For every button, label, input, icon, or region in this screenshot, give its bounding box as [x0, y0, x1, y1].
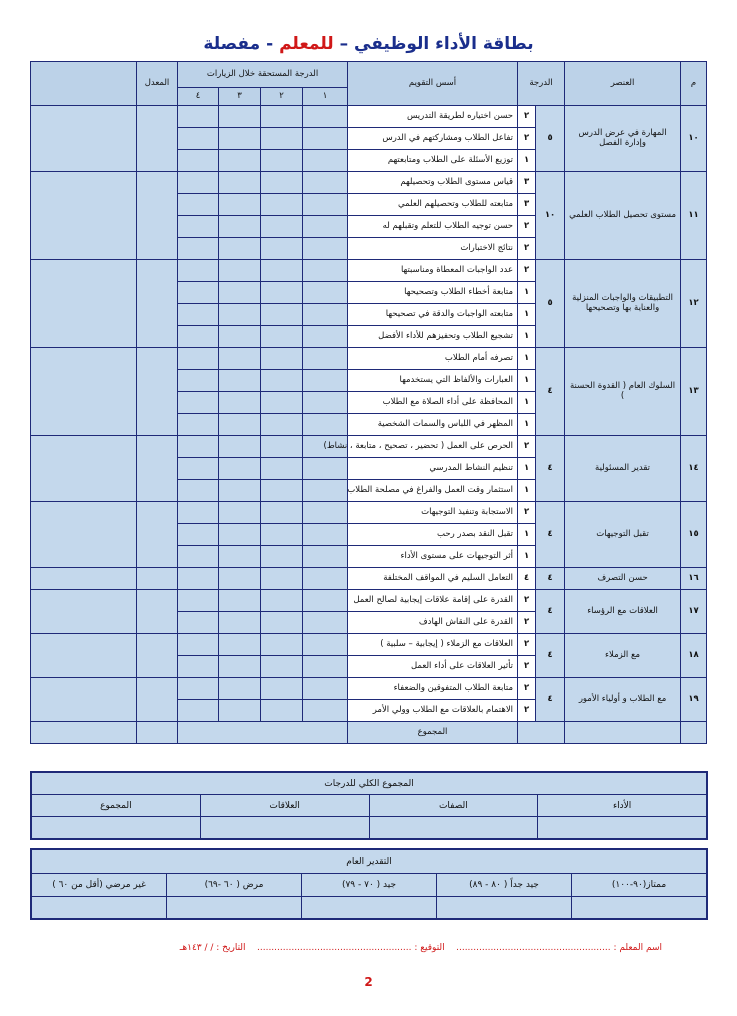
visit-score-cell[interactable] [303, 216, 348, 238]
table-row [31, 590, 707, 612]
visit-score-cell[interactable] [219, 106, 261, 128]
row-spacer [31, 348, 137, 436]
visit-score-cell[interactable] [261, 370, 303, 392]
criterion-text: متابعة الطلاب المتفوقين والضعفاء [348, 678, 518, 700]
visit-score-cell[interactable] [261, 326, 303, 348]
header-visits: الدرجة المستحقة خلال الزيارات [178, 62, 348, 88]
visit-score-cell[interactable] [261, 700, 303, 722]
visit-score-cell[interactable] [219, 150, 261, 172]
visit-score-cell[interactable] [178, 150, 219, 172]
criterion-degree: ١ [518, 326, 536, 348]
visit-score-cell[interactable] [219, 348, 261, 370]
visit-score-cell[interactable] [261, 568, 303, 590]
average-cell[interactable] [137, 590, 178, 634]
visit-score-cell[interactable] [219, 612, 261, 634]
visit-score-cell[interactable] [178, 414, 219, 436]
visit-score-cell[interactable] [261, 590, 303, 612]
visit-score-cell[interactable] [261, 414, 303, 436]
visit-score-cell[interactable] [303, 458, 348, 480]
criterion-degree: ٢ [518, 634, 536, 656]
visit-score-cell[interactable] [219, 370, 261, 392]
title-part-1: بطاقة الأداء الوظيفي – [339, 34, 534, 54]
visit-score-cell[interactable] [303, 700, 348, 722]
criterion-degree: ١ [518, 480, 536, 502]
average-cell[interactable] [137, 436, 178, 502]
visit-score-cell[interactable] [219, 568, 261, 590]
criterion-degree: ٢ [518, 106, 536, 128]
criterion-text: تقبل النقد بصدر رحب [348, 524, 518, 546]
criterion-text: استثمار وقت العمل والفراغ في مصلحة الطلاب [348, 480, 518, 502]
visit-score-cell[interactable] [219, 172, 261, 194]
visit-score-cell[interactable] [178, 326, 219, 348]
page-title [0, 34, 737, 54]
section-number: ١٤ [681, 436, 707, 502]
header-spacer [31, 62, 137, 106]
header-visit-4: ٤ [178, 88, 219, 106]
visit-score-cell[interactable] [219, 546, 261, 568]
visit-score-cell[interactable] [303, 150, 348, 172]
overall-cell-performance[interactable] [538, 817, 707, 839]
visit-score-cell[interactable] [303, 260, 348, 282]
criterion-text: تنظيم النشاط المدرسي [348, 458, 518, 480]
section-total-degree: ٤ [536, 634, 565, 678]
criterion-text: العبارات والألفاظ التي يستخدمها [348, 370, 518, 392]
criterion-degree: ٣ [518, 194, 536, 216]
visit-score-cell[interactable] [219, 590, 261, 612]
row-spacer [31, 106, 137, 172]
visit-score-cell[interactable] [219, 458, 261, 480]
grade-excellent: ممتاز(٩٠-١٠٠) [572, 874, 707, 897]
average-cell[interactable] [137, 348, 178, 436]
average-cell[interactable] [137, 260, 178, 348]
footer [40, 943, 662, 953]
total-blank [681, 722, 707, 744]
row-spacer [31, 568, 137, 590]
grade-cell-very-good[interactable] [437, 897, 572, 919]
total-blank [518, 722, 565, 744]
row-spacer [31, 590, 137, 634]
teacher-name-field[interactable]: اسم المعلم : ...................................................... [456, 943, 662, 953]
criterion-degree: ١ [518, 370, 536, 392]
section-total-degree: ١٠ [536, 172, 565, 260]
visit-score-cell[interactable] [219, 282, 261, 304]
visit-score-cell[interactable] [303, 326, 348, 348]
overall-col-performance: الأداء [538, 795, 707, 817]
criterion-degree: ١ [518, 348, 536, 370]
visit-score-cell[interactable] [178, 282, 219, 304]
visit-score-cell[interactable] [261, 524, 303, 546]
grade-satisfactory: مرض ( ٦٠ -٦٩) [167, 874, 302, 897]
visit-score-cell[interactable] [219, 634, 261, 656]
grade-unsatisfactory: غير مرضي (أقل من ٦٠ ) [32, 874, 167, 897]
overall-total-box [30, 771, 708, 840]
criterion-degree: ١ [518, 304, 536, 326]
section-element: تقبل التوجيهات [565, 502, 681, 568]
visit-score-cell[interactable] [219, 326, 261, 348]
header-visit-2: ٢ [261, 88, 303, 106]
grade-cell-good[interactable] [302, 897, 437, 919]
section-number: ١١ [681, 172, 707, 260]
table-row [31, 172, 707, 194]
visit-score-cell[interactable] [178, 634, 219, 656]
row-spacer [31, 634, 137, 678]
visit-score-cell[interactable] [178, 238, 219, 260]
visit-score-cell[interactable] [261, 194, 303, 216]
section-number: ١٧ [681, 590, 707, 634]
title-part-3: - مفصلة [203, 34, 274, 54]
visit-score-cell[interactable] [303, 238, 348, 260]
section-total-degree: ٤ [536, 502, 565, 568]
header-visit-3: ٣ [219, 88, 261, 106]
visit-score-cell[interactable] [303, 194, 348, 216]
total-blank [565, 722, 681, 744]
criterion-text: أثر التوجيهات على مستوى الأداء [348, 546, 518, 568]
visit-score-cell[interactable] [261, 128, 303, 150]
average-cell[interactable] [137, 172, 178, 260]
visit-score-cell[interactable] [303, 678, 348, 700]
visit-score-cell[interactable] [261, 634, 303, 656]
visit-score-cell[interactable] [303, 524, 348, 546]
visit-score-cell[interactable] [303, 172, 348, 194]
visit-score-cell[interactable] [219, 656, 261, 678]
visit-score-cell[interactable] [178, 568, 219, 590]
criterion-text: عدد الواجبات المعطاة ومناسبتها [348, 260, 518, 282]
visit-score-cell[interactable] [261, 546, 303, 568]
visit-score-cell[interactable] [178, 524, 219, 546]
visit-score-cell[interactable] [219, 304, 261, 326]
signature-field[interactable]: التوقيع : ...................................................... [257, 943, 445, 953]
grading-title: التقدير العام [32, 850, 707, 874]
row-spacer [31, 260, 137, 348]
visit-score-cell[interactable] [303, 348, 348, 370]
visit-score-cell[interactable] [178, 304, 219, 326]
visit-score-cell[interactable] [303, 392, 348, 414]
header-criteria: أسس التقويم [348, 62, 518, 106]
section-total-degree: ٤ [536, 436, 565, 502]
visit-score-cell[interactable] [303, 304, 348, 326]
row-spacer [31, 502, 137, 568]
criterion-degree: ١ [518, 546, 536, 568]
visit-score-cell[interactable] [178, 392, 219, 414]
visit-score-cell[interactable] [178, 370, 219, 392]
section-element: تقدير المسئولية [565, 436, 681, 502]
criterion-degree: ٢ [518, 436, 536, 458]
criterion-text: الاهتمام بالعلاقات مع الطلاب وولي الأمر [348, 700, 518, 722]
table-row [31, 568, 707, 590]
visit-score-cell[interactable] [219, 414, 261, 436]
criterion-text: تشجيع الطلاب وتحفيزهم للأداء الأفضل [348, 326, 518, 348]
criterion-degree: ٢ [518, 260, 536, 282]
visit-score-cell[interactable] [178, 436, 219, 458]
overall-col-total: المجموع [32, 795, 201, 817]
total-average-cell[interactable] [137, 722, 178, 744]
criterion-degree: ٢ [518, 238, 536, 260]
visit-score-cell[interactable] [178, 216, 219, 238]
grading-box [30, 848, 708, 920]
visit-score-cell[interactable] [261, 348, 303, 370]
criterion-degree: ٢ [518, 590, 536, 612]
visit-score-cell[interactable] [219, 216, 261, 238]
visit-score-cell[interactable] [261, 216, 303, 238]
section-element: مع الطلاب و أولياء الأمور [565, 678, 681, 722]
table-row [31, 106, 707, 128]
visit-score-cell[interactable] [261, 458, 303, 480]
visit-score-cell[interactable] [303, 546, 348, 568]
visit-score-cell[interactable] [219, 700, 261, 722]
visit-score-cell[interactable] [303, 612, 348, 634]
visit-score-cell[interactable] [178, 348, 219, 370]
criterion-text: متابعته الواجبات والدقة في تصحيحها [348, 304, 518, 326]
visit-score-cell[interactable] [178, 502, 219, 524]
title-part-2: للمعلم [279, 34, 334, 54]
section-total-degree: ٥ [536, 260, 565, 348]
visit-score-cell[interactable] [261, 678, 303, 700]
visit-score-cell[interactable] [219, 260, 261, 282]
section-number: ١٨ [681, 634, 707, 678]
criterion-text: القدرة على إقامة علاقات إيجابية لصالح العمل [348, 590, 518, 612]
visit-score-cell[interactable] [178, 480, 219, 502]
visit-score-cell[interactable] [219, 238, 261, 260]
visit-score-cell[interactable] [219, 128, 261, 150]
visit-score-cell[interactable] [219, 524, 261, 546]
header-element: العنصر [565, 62, 681, 106]
visit-score-cell[interactable] [219, 194, 261, 216]
criterion-degree: ١ [518, 282, 536, 304]
criterion-text: متابعته للطلاب وتحصيلهم العلمي [348, 194, 518, 216]
criterion-text: المحافظة على أداء الصلاة مع الطلاب [348, 392, 518, 414]
visit-score-cell[interactable] [178, 656, 219, 678]
visit-score-cell[interactable] [178, 128, 219, 150]
visit-score-cell[interactable] [219, 502, 261, 524]
overall-cell-total[interactable] [32, 817, 201, 839]
criterion-degree: ٢ [518, 612, 536, 634]
grade-cell-satisfactory[interactable] [167, 897, 302, 919]
criterion-degree: ١ [518, 150, 536, 172]
average-cell[interactable] [137, 634, 178, 678]
overall-cell-traits[interactable] [369, 817, 538, 839]
visit-score-cell[interactable] [178, 194, 219, 216]
visit-score-cell[interactable] [178, 260, 219, 282]
section-total-degree: ٤ [536, 678, 565, 722]
section-element: حسن التصرف [565, 568, 681, 590]
section-total-degree: ٥ [536, 106, 565, 172]
criterion-text: نتائج الاختبارات [348, 238, 518, 260]
visit-score-cell[interactable] [303, 370, 348, 392]
visit-score-cell[interactable] [261, 480, 303, 502]
total-visits-cell[interactable] [178, 722, 348, 744]
visit-score-cell[interactable] [303, 282, 348, 304]
criterion-text: تفاعل الطلاب ومشاركتهم في الدرس [348, 128, 518, 150]
section-total-degree: ٤ [536, 568, 565, 590]
criterion-text: توزيع الأسئلة على الطلاب ومتابعتهم [348, 150, 518, 172]
table-row [31, 348, 707, 370]
header-degree: الدرجة [518, 62, 565, 106]
average-cell[interactable] [137, 678, 178, 722]
criterion-text: حسن اختياره لطريقة التدريس [348, 106, 518, 128]
criterion-text: تصرفه أمام الطلاب [348, 348, 518, 370]
visit-score-cell[interactable] [261, 238, 303, 260]
evaluation-table [30, 61, 707, 744]
visit-score-cell[interactable] [261, 392, 303, 414]
section-number: ١٩ [681, 678, 707, 722]
criterion-degree: ٣ [518, 172, 536, 194]
table-row [31, 436, 707, 458]
visit-score-cell[interactable] [303, 106, 348, 128]
overall-col-traits: الصفات [369, 795, 538, 817]
visit-score-cell[interactable] [303, 128, 348, 150]
table-row [31, 634, 707, 656]
visit-score-cell[interactable] [178, 546, 219, 568]
average-cell[interactable] [137, 502, 178, 568]
header-visit-1: ١ [303, 88, 348, 106]
criterion-degree: ١ [518, 524, 536, 546]
visit-score-cell[interactable] [261, 502, 303, 524]
criterion-degree: ٤ [518, 568, 536, 590]
visit-score-cell[interactable] [178, 106, 219, 128]
visit-score-cell[interactable] [303, 480, 348, 502]
section-element: مستوى تحصيل الطلاب العلمي [565, 172, 681, 260]
visit-score-cell[interactable] [219, 392, 261, 414]
criterion-text: متابعة أخطاء الطلاب وتصحيحها [348, 282, 518, 304]
grade-cell-unsatisfactory[interactable] [32, 897, 167, 919]
visit-score-cell[interactable] [261, 282, 303, 304]
visit-score-cell[interactable] [303, 568, 348, 590]
section-number: ١٥ [681, 502, 707, 568]
visit-score-cell[interactable] [219, 436, 261, 458]
criterion-degree: ٢ [518, 700, 536, 722]
section-element: مع الزملاء [565, 634, 681, 678]
criterion-text: المظهر في اللباس والسمات الشخصية [348, 414, 518, 436]
criterion-degree: ٢ [518, 216, 536, 238]
visit-score-cell[interactable] [178, 678, 219, 700]
section-element: العلاقات مع الرؤساء [565, 590, 681, 634]
average-cell[interactable] [137, 106, 178, 172]
visit-score-cell[interactable] [261, 656, 303, 678]
criterion-degree: ٢ [518, 656, 536, 678]
table-row [31, 502, 707, 524]
visit-score-cell[interactable] [261, 172, 303, 194]
table-row [31, 260, 707, 282]
section-element: السلوك العام ( القدوة الحسنة ) [565, 348, 681, 436]
header-num: م [681, 62, 707, 106]
grade-very-good: جيد جداً ( ٨٠ - ٨٩) [437, 874, 572, 897]
visit-score-cell[interactable] [303, 502, 348, 524]
criterion-text: العلاقات مع الزملاء ( إيجابية – سلبية ) [348, 634, 518, 656]
section-number: ١٦ [681, 568, 707, 590]
visit-score-cell[interactable] [261, 612, 303, 634]
header-average: المعدل [137, 62, 178, 106]
page-number: 2 [364, 975, 373, 989]
row-spacer [31, 678, 137, 722]
section-number: ١٢ [681, 260, 707, 348]
visit-score-cell[interactable] [178, 172, 219, 194]
section-total-degree: ٤ [536, 590, 565, 634]
visit-score-cell[interactable] [303, 590, 348, 612]
section-number: ١٣ [681, 348, 707, 436]
section-number: ١٠ [681, 106, 707, 172]
visit-score-cell[interactable] [178, 612, 219, 634]
criterion-text: حسن توجيه الطلاب للتعلم وتقبلهم له [348, 216, 518, 238]
visit-score-cell[interactable] [261, 106, 303, 128]
grade-good: جيد ( ٧٠ - ٧٩) [302, 874, 437, 897]
criterion-degree: ٢ [518, 502, 536, 524]
visit-score-cell[interactable] [303, 414, 348, 436]
section-total-degree: ٤ [536, 348, 565, 436]
criterion-degree: ١ [518, 392, 536, 414]
criterion-text: تأثير العلاقات على أداء العمل [348, 656, 518, 678]
average-cell[interactable] [137, 568, 178, 590]
visit-score-cell[interactable] [219, 678, 261, 700]
visit-score-cell[interactable] [178, 590, 219, 612]
criterion-text: الاستجابة وتنفيذ التوجيهات [348, 502, 518, 524]
criterion-text: الحرص على العمل ( تحضير ، تصحيح ، متابعة ، نشاط) [348, 436, 518, 458]
visit-score-cell[interactable] [261, 436, 303, 458]
criterion-degree: ٢ [518, 678, 536, 700]
criterion-degree: ١ [518, 458, 536, 480]
criterion-degree: ١ [518, 414, 536, 436]
visit-score-cell[interactable] [261, 150, 303, 172]
table-row [31, 678, 707, 700]
total-label: المجموع [348, 722, 518, 744]
criterion-text: التعامل السليم في المواقف المختلفة [348, 568, 518, 590]
section-element: التطبيقات والواجبات المنزلية والعناية بها وتصحيحها [565, 260, 681, 348]
visit-score-cell[interactable] [178, 458, 219, 480]
visit-score-cell[interactable] [219, 480, 261, 502]
row-spacer [31, 172, 137, 260]
section-element: المهارة في عرض الدرس وإدارة الفصل [565, 106, 681, 172]
criterion-text: قياس مستوى الطلاب وتحصيلهم [348, 172, 518, 194]
visit-score-cell[interactable] [178, 700, 219, 722]
date-field[interactable]: التاريخ : / / ١٤٣هـ [179, 943, 246, 953]
grade-cell-excellent[interactable] [572, 897, 707, 919]
visit-score-cell[interactable] [261, 260, 303, 282]
total-spacer [31, 722, 137, 744]
criterion-text: القدرة على النقاش الهادف [348, 612, 518, 634]
overall-cell-relations[interactable] [200, 817, 369, 839]
criterion-degree: ٢ [518, 128, 536, 150]
visit-score-cell[interactable] [261, 304, 303, 326]
visit-score-cell[interactable] [303, 634, 348, 656]
visit-score-cell[interactable] [303, 656, 348, 678]
row-spacer [31, 436, 137, 502]
overall-col-relations: العلاقات [200, 795, 369, 817]
total-row [31, 722, 707, 744]
overall-title: المجموع الكلي للدرجات [32, 773, 707, 795]
